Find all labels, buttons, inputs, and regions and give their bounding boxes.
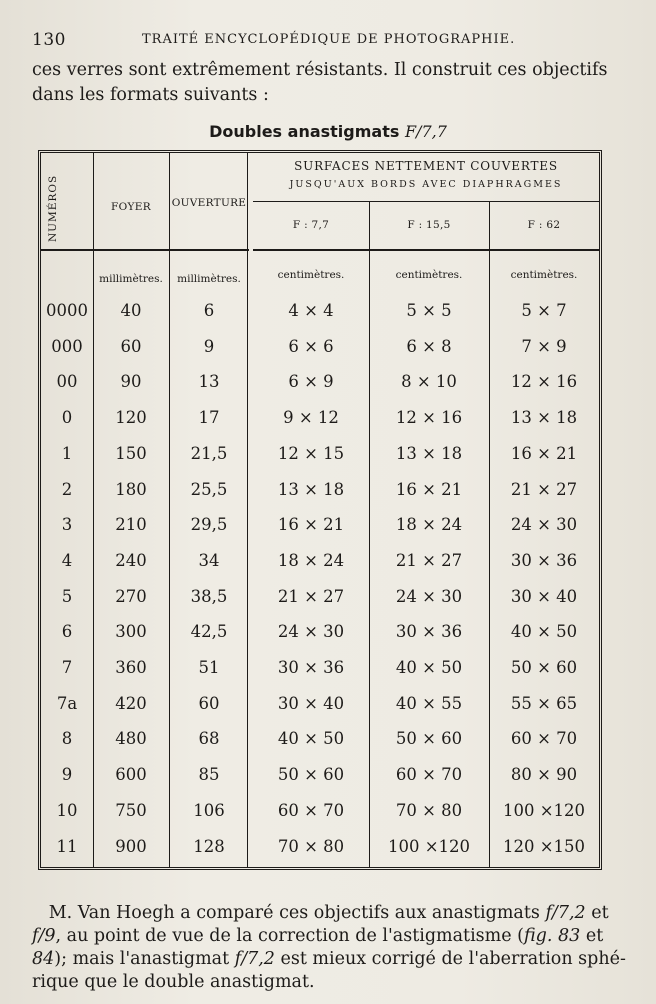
cell-f155: 13 × 18 [395,443,463,463]
cell-f62: 12 × 16 [510,372,578,392]
footer-italic: f/7,2 [234,949,275,969]
lens-table [38,150,602,870]
cell-f77: 30 × 36 [277,658,345,677]
footer-italic: f/9 [32,926,56,946]
cell-foyer: 420 [115,693,147,713]
cell-ouverture: 29,5 [190,515,228,535]
footer-text: est mieux corrigé de l'aberration sphé- [274,949,626,969]
footer-italic: 84 [32,949,55,969]
cell-numero: 3 [61,515,73,535]
table-row [41,480,605,514]
cell-numero: 10 [56,800,78,820]
header-rule [253,249,599,251]
cell-foyer: 150 [115,443,147,463]
footer-paragraph [32,902,632,994]
cell-ouverture: 13 [198,372,220,392]
cell-ouverture: 51 [198,658,220,677]
table-title-text: Doubles anastigmats [209,122,400,141]
header-surfaces: SURFACES NETTEMENT COUVERTES [294,159,558,173]
footer-text: et [580,926,604,946]
unit-foyer: millimètres. [99,273,163,285]
cell-f77: 12 × 15 [277,443,345,463]
cell-ouverture: 85 [198,765,220,785]
cell-f62: 55 × 65 [510,693,578,713]
cell-f62: 30 × 40 [510,586,578,606]
cell-foyer: 360 [115,658,147,677]
running-title: TRAITÉ ENCYCLOPÉDIQUE DE PHOTOGRAPHIE. [142,32,516,47]
cell-foyer: 60 [120,336,142,356]
cell-f77: 50 × 60 [277,765,345,785]
cell-foyer: 270 [115,586,147,606]
cell-f62: 100 ×120 [502,800,586,820]
cell-f155: 40 × 55 [395,693,463,713]
cell-f155: 6 × 8 [406,336,452,356]
cell-f62: 24 × 30 [510,515,578,535]
cell-f62: 7 × 9 [521,336,567,356]
header-rule [41,249,93,251]
cell-ouverture: 128 [193,836,225,856]
header-f155: F : 15,5 [407,219,451,231]
cell-foyer: 480 [115,729,147,749]
unit-f77: centimètres. [277,269,345,281]
cell-f155: 12 × 16 [395,408,463,428]
footer-line [32,948,632,971]
table-row [41,801,605,835]
footer-text: , au point de vue de la correction de l'astigmatisme ( [55,926,524,946]
cell-f155: 50 × 60 [395,729,463,749]
cell-ouverture: 9 [203,336,215,356]
footer-text: M. Van Hoegh a comparé ces objectifs aux anastigmats [48,903,546,923]
cell-f62: 40 × 50 [510,622,578,642]
cell-ouverture: 6 [203,301,215,320]
table-row [41,729,605,763]
table-title-aperture: F/7,7 [404,122,447,141]
cell-f62: 5 × 7 [521,301,567,320]
footer-line: rique que le double anastigmat. [32,972,315,992]
cell-f155: 8 × 10 [401,372,457,392]
cell-f62: 50 × 60 [510,658,578,677]
cell-f155: 5 × 5 [406,301,452,320]
footer-italic: fig. 83 [524,926,581,946]
unit-f62: centimètres. [510,269,578,281]
cell-f77: 21 × 27 [277,586,345,606]
table-row [41,372,605,406]
cell-foyer: 900 [115,836,147,856]
cell-f77: 6 × 9 [288,372,334,392]
cell-f155: 16 × 21 [395,479,463,499]
cell-foyer: 210 [115,515,147,535]
cell-ouverture: 21,5 [190,443,228,463]
cell-f77: 4 × 4 [288,301,334,320]
cell-f155: 40 × 50 [395,658,463,677]
cell-f77: 13 × 18 [277,479,345,499]
cell-f155: 30 × 36 [395,622,463,642]
cell-numero: 0000 [46,301,88,320]
header-numeros: NUMÉROS [47,174,59,242]
table-row [41,444,605,478]
cell-f62: 80 × 90 [510,765,578,785]
cell-numero: 5 [61,586,73,606]
cell-ouverture: 34 [198,550,220,570]
table-title [0,122,656,141]
footer-line [32,902,632,925]
cell-f62: 30 × 36 [510,550,578,570]
table-row [41,337,605,371]
page-number: 130 [32,30,66,50]
cell-foyer: 600 [115,765,147,785]
cell-f62: 60 × 70 [510,729,578,749]
table-row [41,587,605,621]
cell-foyer: 90 [120,372,142,392]
cell-numero: 7 [61,658,73,677]
cell-f77: 70 × 80 [277,836,345,856]
footer-italic: f/7,2 [545,903,586,923]
cell-numero: 7a [56,693,78,713]
cell-ouverture: 38,5 [190,586,228,606]
cell-ouverture: 60 [198,693,220,713]
intro-line: ces verres sont extrêmement résistants. Il construit ces objectifs [32,60,608,80]
cell-f77: 30 × 40 [277,693,345,713]
table-row [41,408,605,442]
running-header [32,30,616,52]
cell-numero: 4 [61,550,73,570]
cell-f155: 100 ×120 [387,836,471,856]
footer-text: et [585,903,609,923]
cell-foyer: 240 [115,550,147,570]
cell-f155: 70 × 80 [395,800,463,820]
footer-text: ); mais l'anastigmat [54,949,235,969]
cell-numero: 11 [56,836,78,856]
cell-numero: 0 [61,408,73,428]
table-row [41,694,605,728]
cell-f77: 18 × 24 [277,550,345,570]
cell-foyer: 300 [115,622,147,642]
table-row [41,301,605,335]
cell-f155: 24 × 30 [395,586,463,606]
footer-line [32,925,632,948]
cell-ouverture: 42,5 [190,622,228,642]
header-foyer: FOYER [111,201,151,213]
cell-ouverture: 17 [198,408,220,428]
cell-numero: 6 [61,622,73,642]
cell-numero: 000 [51,336,83,356]
cell-ouverture: 106 [193,800,225,820]
table-row [41,765,605,799]
cell-f62: 16 × 21 [510,443,578,463]
cell-foyer: 180 [115,479,147,499]
cell-foyer: 750 [115,800,147,820]
cell-f77: 40 × 50 [277,729,345,749]
cell-f62: 21 × 27 [510,479,578,499]
cell-f155: 60 × 70 [395,765,463,785]
cell-f77: 60 × 70 [277,800,345,820]
cell-numero: 1 [61,443,73,463]
cell-f77: 24 × 30 [277,622,345,642]
header-surfaces-sub: JUSQU'AUX BORDS AVEC DIAPHRAGMES [289,179,563,190]
cell-f62: 13 × 18 [510,408,578,428]
intro-line: dans les formats suivants : [32,85,269,105]
header-f77: F : 7,7 [292,219,330,231]
cell-foyer: 40 [120,301,142,320]
unit-f155: centimètres. [395,269,463,281]
cell-foyer: 120 [115,408,147,428]
cell-ouverture: 25,5 [190,479,228,499]
cell-numero: 00 [56,372,78,392]
table-row [41,515,605,549]
cell-ouverture: 68 [198,729,220,749]
cell-numero: 8 [61,729,73,749]
cell-f155: 21 × 27 [395,550,463,570]
cell-numero: 9 [61,765,73,785]
cell-f155: 18 × 24 [395,515,463,535]
intro-paragraph [32,58,632,108]
cell-f77: 6 × 6 [288,336,334,356]
header-rule [93,249,249,251]
table-row [41,837,605,871]
header-f62: F : 62 [527,219,561,231]
cell-f77: 16 × 21 [277,515,345,535]
surfaces-rule [253,201,599,202]
table-row [41,622,605,656]
table-row [41,551,605,585]
table-row [41,658,605,692]
cell-numero: 2 [61,479,73,499]
header-ouverture: OUVERTURE [171,197,247,209]
cell-f77: 9 × 12 [283,408,339,428]
unit-ouverture: millimètres. [177,273,241,285]
cell-f62: 120 ×150 [502,836,586,856]
